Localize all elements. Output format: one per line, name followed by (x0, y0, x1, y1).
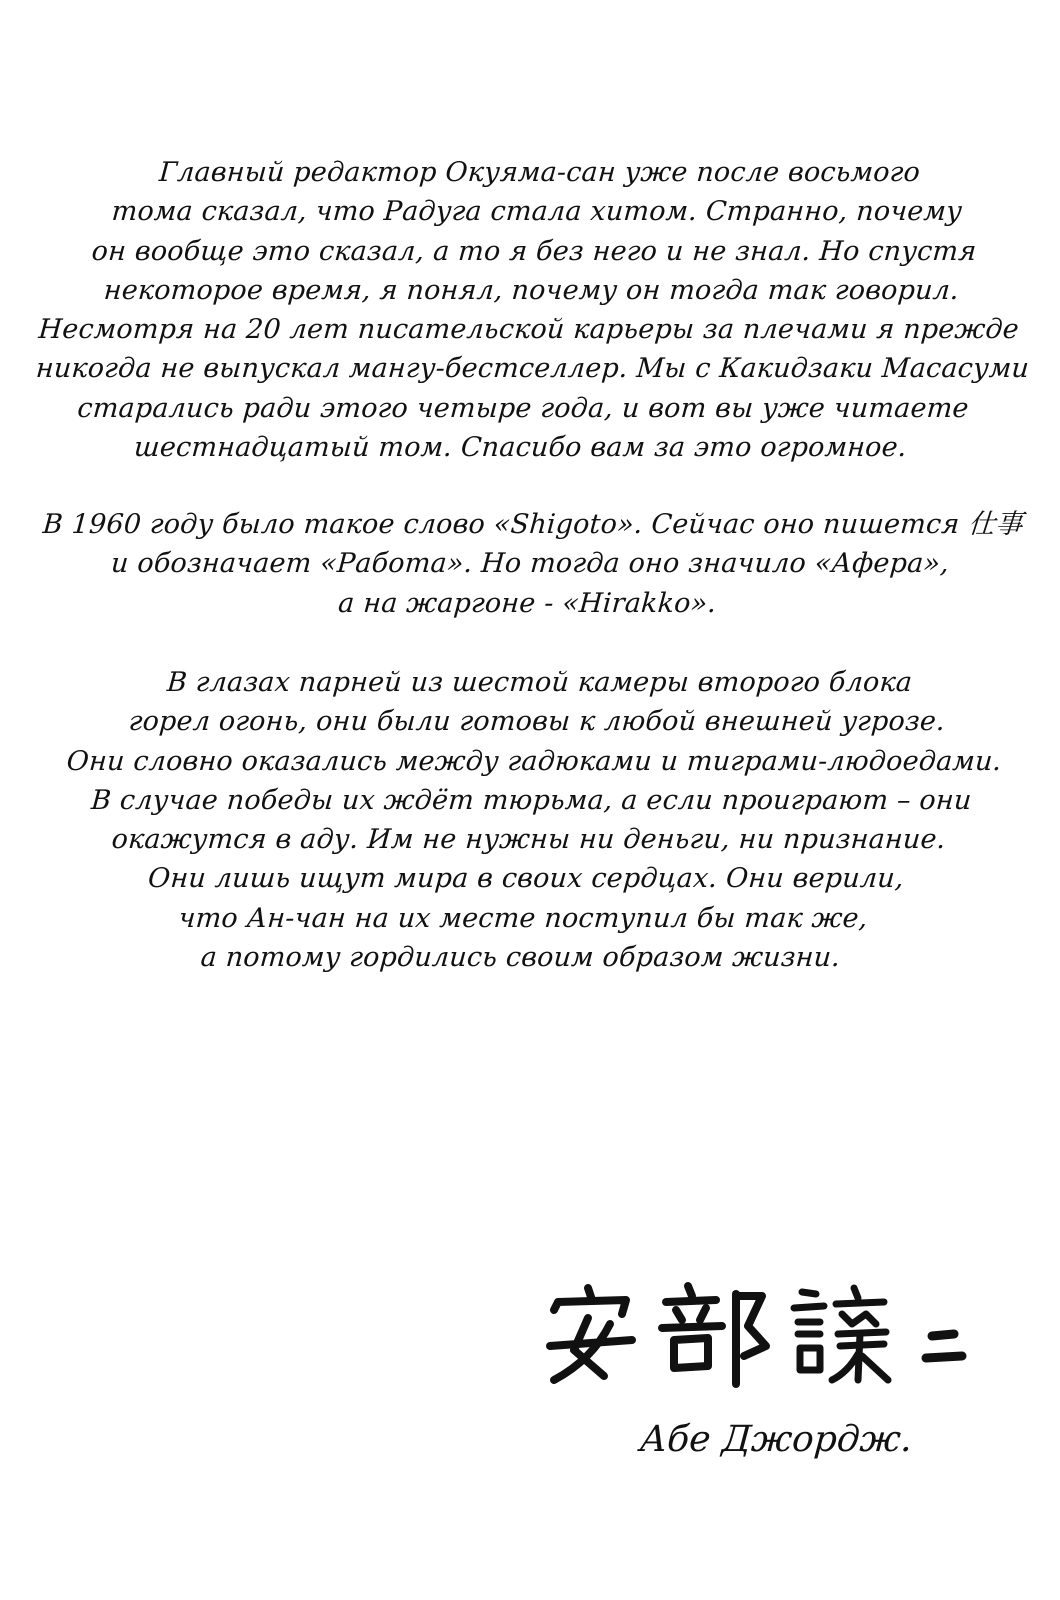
kanji-an-glyph (550, 1288, 632, 1380)
text-line: он вообще это сказал, а то я без него и не знал. Но спустя (90, 235, 978, 267)
afterword-paragraph-3 (29, 663, 1031, 977)
kanji-ni-glyph (926, 1334, 962, 1358)
text-line: а на жаргоне - «Hirakko». (337, 587, 718, 619)
text-line: старались ради этого четыре года, и вот вы уже читаете (76, 392, 970, 424)
text-line: окажутся в аду. Им не нужны ни деньги, ни признание. (110, 824, 947, 856)
text-line: шестнадцатый том. Спасибо вам за это огромное. (133, 432, 908, 464)
text-line: некоторое время, я понял, почему он тогда так говорил. (102, 274, 961, 306)
text-line: Они словно оказались между гадюками и тиграми-людоедами. (65, 745, 1003, 777)
text-line: тома сказал, что Радуга стала хитом. Странно, почему (110, 196, 964, 228)
text-line: и обозначает «Работа». Но тогда оно значило «Афера», (109, 548, 951, 580)
afterword-paragraph-2 (36, 505, 1024, 623)
kanji-be-glyph (662, 1286, 766, 1384)
text-line: В случае победы их ждёт тюрьма, а если проиграют – они (90, 784, 973, 816)
kanji-jo-glyph (794, 1288, 888, 1380)
text-line: Несмотря на 20 лет писательской карьеры за плечами я прежде (37, 314, 1021, 346)
text-line: В глазах парней из шестой камеры второго блока (165, 667, 914, 698)
author-signature: Абе Джордж. (638, 1419, 914, 1460)
text-line: никогда не выпускал мангу-бестселлер. Мы с Какидзаки Масасуми (34, 353, 1031, 385)
text-line: а потому гордились своим образом жизни. (199, 942, 842, 974)
text-line: что Ан-чан на их месте поступил бы так же, (177, 902, 869, 934)
kanji-signature (540, 1280, 980, 1390)
text-line: В 1960 году было такое слово «Shigoto». Сейчас оно пишется 仕事 (41, 509, 1024, 540)
text-line: Главный редактор Окуяма-сан уже после восьмого (158, 157, 922, 188)
text-line: Они лишь ищут мира в своих сердцах. Они верили, (147, 863, 905, 895)
afterword-paragraph-1 (29, 153, 1031, 467)
text-line: горел огонь, они были готовы к любой внешней угрозе. (127, 706, 947, 738)
